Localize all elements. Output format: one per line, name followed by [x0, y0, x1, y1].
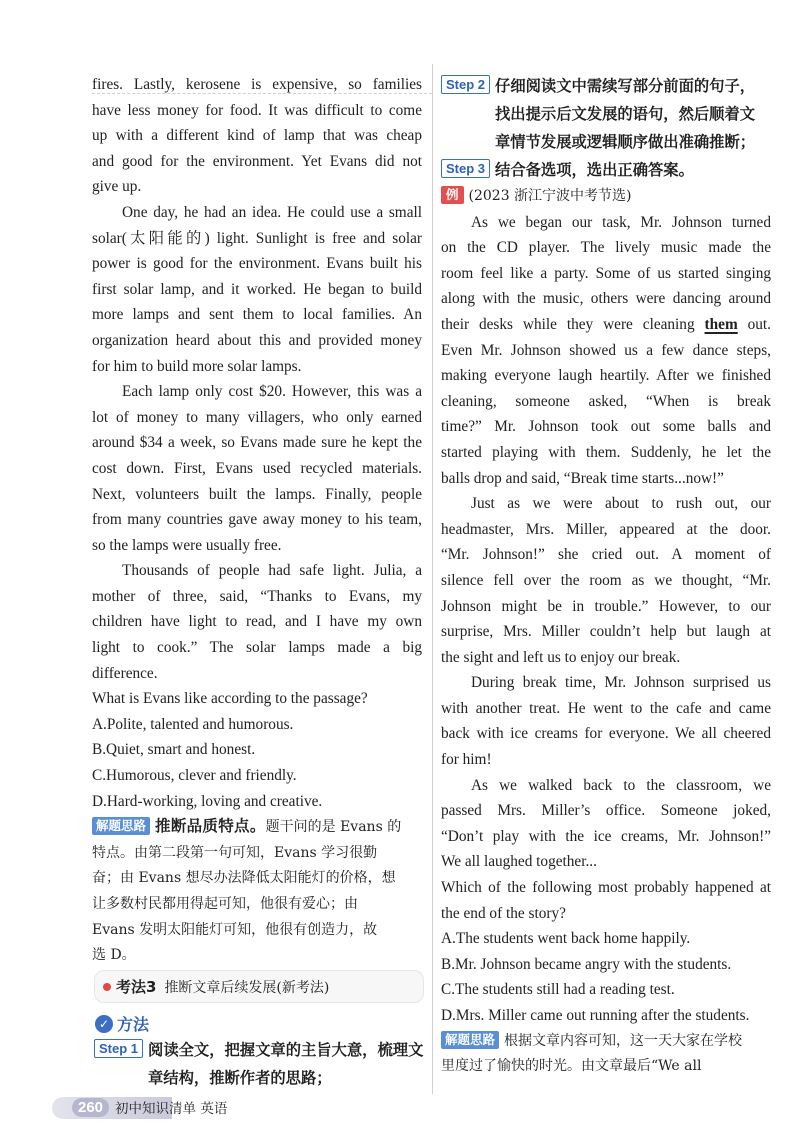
- option-a[interactable]: A.The students went back home happily.: [441, 930, 691, 948]
- passage-line: solar(太阳能的) light. Sunlight is free and solar: [92, 229, 422, 247]
- example-header: [441, 184, 771, 210]
- passage-text: their desks while they were cleaning: [441, 315, 695, 333]
- option-a[interactable]: A.Polite, talented and humorous.: [92, 715, 294, 733]
- passage-line: power is good for the environment. Evans built his: [92, 255, 422, 273]
- page-number: 260: [72, 1098, 109, 1117]
- option-d[interactable]: D.Mrs. Miller came out running after the students.: [441, 1007, 750, 1024]
- step1-line: 阅读全文，把握文章的主旨大意，梳理文: [148, 1041, 424, 1059]
- passage-line: back with ice creams for everyone. We all cheered: [441, 725, 771, 743]
- passage-line: more lamps and sent them to local families. An: [92, 306, 422, 324]
- question-text: What is Evans like according to the passage?: [92, 690, 368, 708]
- passage-line: making everyone laugh heartily. After we finished: [441, 367, 771, 385]
- passage-line: During break time, Mr. Johnson surprised us: [471, 674, 771, 692]
- passage-line: Thousands of people had safe light. Julia, a: [122, 562, 422, 580]
- passage-line: surprise, Mrs. Miller couldn’t help but laugh at: [441, 623, 771, 641]
- passage-line: Even Mr. Johnson showed us a few dance steps,: [441, 341, 771, 359]
- passage-line: Johnson might be in trouble.” However, to our: [441, 597, 771, 615]
- passage-line: so the lamps were usually free.: [92, 536, 282, 554]
- step1-line: 章结构，推断作者的思路；: [148, 1069, 332, 1087]
- method-heading: [95, 1012, 149, 1035]
- analysis-line: 特点。由第二段第一句可知，Evans 学习很勤: [92, 844, 378, 861]
- passage-line: cleaning, someone asked, “When is break: [441, 392, 771, 410]
- question-line: the end of the story?: [441, 904, 566, 922]
- passage-line: We all laughed together...: [441, 853, 597, 871]
- passage-line: Just as we were about to rush out, our: [471, 495, 771, 513]
- passage-line: difference.: [92, 664, 158, 682]
- passage-line: One day, he had an idea. He could use a small: [122, 203, 422, 221]
- check-circle-icon: ✓: [95, 1015, 113, 1033]
- underlined-word-them: them: [704, 315, 738, 333]
- passage-line: from many countries gave away money to his team,: [92, 511, 422, 529]
- step2-first-line: [441, 72, 771, 100]
- passage-line: “Don’t play with the ice creams, Mr. Johnson!”: [441, 827, 771, 845]
- step2-tag: Step 2: [441, 75, 490, 94]
- step2-line: 仔细阅读文中需续写部分前面的句子，: [495, 77, 756, 95]
- analysis-line: 里度过了愉快的时光。由文章最后“We all: [441, 1058, 702, 1075]
- analysis-line: 奋；由 Evans 想尽办法降低太阳能灯的价格，想: [92, 870, 396, 887]
- analysis-line: 题干问的是 Evans 的: [265, 819, 402, 836]
- passage-line: give up.: [92, 178, 142, 196]
- analysis-bold: 推断品质特点。: [155, 817, 266, 836]
- analysis-first-line: [441, 1029, 771, 1055]
- option-d[interactable]: D.Hard-working, loving and creative.: [92, 792, 323, 810]
- passage-line-them: [441, 312, 771, 338]
- passage-line: headmaster, Mrs. Miller, appeared at the door.: [441, 520, 771, 538]
- passage-line: room feel like a party. Some of us started singing: [441, 264, 771, 282]
- step2-line: 找出提示后文发展的语句，然后顺着文: [495, 105, 756, 123]
- analysis-tag: 解题思路: [92, 817, 150, 835]
- kaofa-title: 推断文章后续发展(新考法): [164, 979, 330, 996]
- passage-line: started playing with them. Suddenly, he let the: [441, 443, 771, 461]
- analysis-tag: 解题思路: [441, 1031, 499, 1049]
- passage-line: with another treat. He went to the cafe and came: [441, 699, 771, 717]
- column-divider: [432, 64, 433, 1094]
- passage-line: As we began our task, Mr. Johnson turned: [471, 213, 771, 231]
- book-title: 初中知识清单 英语: [115, 1101, 228, 1117]
- bullet-dot-icon: [103, 983, 111, 991]
- passage-line: and good for the environment. Yet Evans did not: [92, 152, 422, 170]
- passage-line: for him to build more solar lamps.: [92, 357, 302, 375]
- passage-line: organization heard about this and provided money: [92, 331, 422, 349]
- kaofa-box: [94, 970, 424, 1003]
- option-b[interactable]: B.Mr. Johnson became angry with the students.: [441, 955, 732, 973]
- step3-tag: Step 3: [441, 159, 490, 178]
- passage-line: Each lamp only cost $20. However, this was a: [122, 383, 422, 401]
- passage-line: cost down. First, Evans used recycled materials.: [92, 459, 422, 477]
- question-line: Which of the following most probably happened at: [441, 879, 771, 897]
- passage-line: on the CD player. The lively music made the: [441, 239, 771, 257]
- passage-line: for him!: [441, 751, 492, 769]
- right-column: [441, 72, 771, 1080]
- passage-line: fires. Lastly, kerosene is expensive, so families: [92, 76, 422, 93]
- option-c[interactable]: C.The students still had a reading test.: [441, 981, 675, 999]
- left-column: [92, 72, 422, 969]
- step3-line: [441, 156, 771, 184]
- analysis-line: 让多数村民都用得起可知，他很有爱心；由: [92, 896, 358, 912]
- passage-line: have less money for food. It was difficult to come: [92, 101, 422, 119]
- passage-line: along with the music, others were dancing around: [441, 290, 771, 308]
- step1-tag: Step 1: [94, 1039, 143, 1058]
- passage-line: light to cook.” The solar lamps made a big: [92, 639, 422, 657]
- example-source: (2023 浙江宁波中考节选): [468, 188, 632, 204]
- passage-line: silence fell over the room as we thought, “Mr.: [441, 571, 771, 589]
- passage-line: Next, volunteers built the lamps. Finally, people: [92, 485, 422, 503]
- analysis-first-line: [92, 814, 422, 841]
- passage-line: time?” Mr. Johnson took out some balls and: [441, 418, 771, 436]
- analysis-line: 选 D。: [92, 947, 136, 964]
- analysis-line: Evans 发明太阳能灯可知，他很有创造力，故: [92, 921, 378, 938]
- step3-text: 结合备选项，选出正确答案。: [495, 161, 694, 179]
- analysis-line: 根据文章内容可知，这一天大家在学校: [504, 1032, 743, 1049]
- passage-text: out.: [737, 315, 772, 333]
- passage-line: the sight and left us to enjoy our break.: [441, 648, 681, 666]
- step1-block: [94, 1036, 434, 1092]
- passage-line: balls drop and said, “Break time starts...now!”: [441, 469, 724, 487]
- step2-line: 章情节发展或逻辑顺序做出准确推断；: [495, 133, 756, 151]
- passage-line: first solar lamp, and it worked. He began to build: [92, 280, 422, 298]
- passage-line: mother of three, said, “Thanks to Evans, my: [92, 587, 422, 605]
- step1-first-line: [94, 1036, 434, 1064]
- example-tag: 例: [441, 186, 464, 204]
- passage-line: passed Mrs. Miller’s office. Someone joked,: [441, 802, 771, 820]
- page-footer: [52, 1092, 472, 1122]
- option-b[interactable]: B.Quiet, smart and honest.: [92, 741, 256, 759]
- kaofa-label: 考法3: [116, 978, 157, 996]
- passage-line: lot of money to many villagers, who only earned: [92, 408, 422, 426]
- passage-line: children have light to read, and I have my own: [92, 613, 422, 631]
- passage-line: around $34 a week, so Evans made sure he kept the: [92, 434, 422, 452]
- passage-line: As we walked back to the classroom, we: [471, 776, 771, 794]
- method-label: 方法: [117, 1015, 150, 1034]
- passage-line: “Mr. Johnson!” she cried out. A moment of: [441, 546, 771, 564]
- option-c[interactable]: C.Humorous, clever and friendly.: [92, 767, 297, 785]
- passage-line: up with a different kind of lamp that was cheap: [92, 127, 422, 145]
